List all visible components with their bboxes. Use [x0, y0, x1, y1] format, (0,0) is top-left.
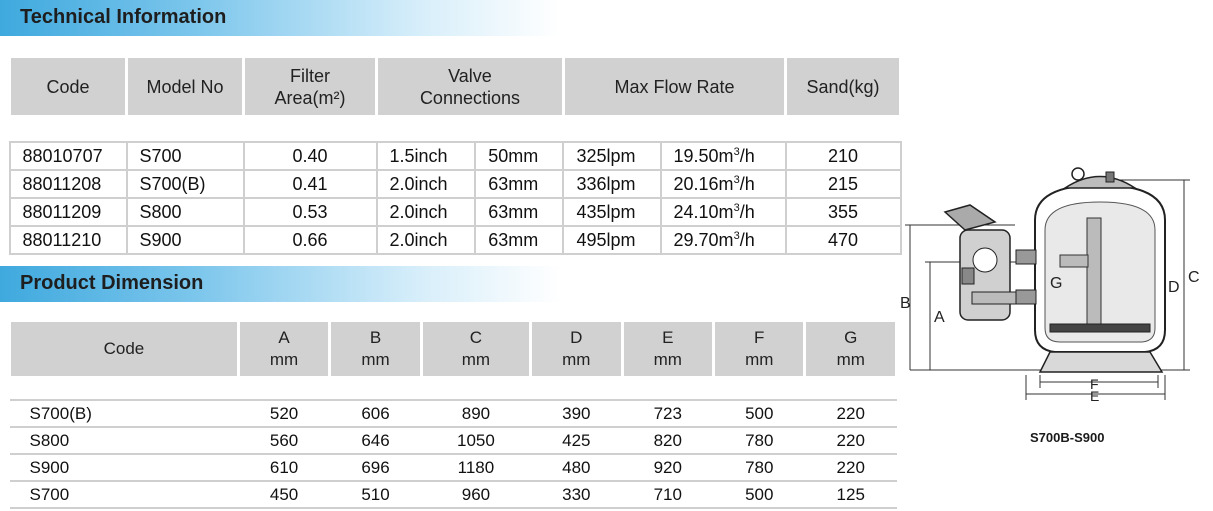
cell-filter-area: 0.40 [244, 142, 377, 170]
dimension-label-b: B [900, 295, 911, 312]
cell-valve-inch: 2.0inch [377, 198, 476, 226]
cell-sand: 210 [786, 142, 901, 170]
cell-valve-inch: 2.0inch [377, 226, 476, 254]
col-header-dim: D mm [531, 322, 622, 376]
table-row [10, 454, 897, 481]
cell-dimension: 220 [805, 400, 897, 427]
table-row [10, 142, 901, 170]
cell-dimension: 1180 [421, 454, 530, 481]
product-dimension-header [0, 266, 560, 302]
dimension-label-g: G [1050, 275, 1063, 292]
cell-sand: 215 [786, 170, 901, 198]
cell-dimension: 696 [330, 454, 421, 481]
header-line: Filter [290, 65, 330, 86]
cell-model: S800 [127, 198, 244, 226]
cell-filter-area: 0.53 [244, 198, 377, 226]
cell-flow-lpm: 435lpm [563, 198, 660, 226]
cell-dimension: 500 [714, 400, 805, 427]
col-header-dim: B mm [330, 322, 421, 376]
cell-dimension: 425 [531, 427, 622, 454]
section-title: Product Dimension [20, 272, 204, 294]
cell-dimension: 920 [622, 454, 713, 481]
table-row [10, 170, 901, 198]
col-header-filter-area [244, 58, 377, 115]
cell-dimension: 510 [330, 481, 421, 508]
dimension-label-e: E [1090, 388, 1100, 404]
cell-flow-lpm: 325lpm [563, 142, 660, 170]
product-dimension-table [8, 322, 898, 509]
cell-model: S700(B) [127, 170, 244, 198]
cell-dimension: 723 [622, 400, 713, 427]
col-header-dim: A mm [238, 322, 329, 376]
cell-valve-mm: 63mm [475, 198, 563, 226]
cell-code: 88011209 [10, 198, 127, 226]
dimension-label-f: F [1090, 376, 1099, 392]
cell-dimension: 220 [805, 454, 897, 481]
cell-valve-mm: 63mm [475, 170, 563, 198]
diagram-caption: S700B-S900 [1030, 430, 1105, 445]
cell-valve-inch: 2.0inch [377, 170, 476, 198]
cell-dimension: 780 [714, 427, 805, 454]
cell-dimension: 330 [531, 481, 622, 508]
table-header-row [10, 58, 901, 115]
cell-code: 88011210 [10, 226, 127, 254]
cell-valve-mm: 63mm [475, 226, 563, 254]
cell-flow-m3h: $19.50m^3/h$ [661, 142, 786, 170]
header-line: Valve [448, 65, 492, 86]
cell-flow-m3h: $29.70m^3/h$ [661, 226, 786, 254]
cell-dimension: 560 [238, 427, 329, 454]
cell-dimension: 646 [330, 427, 421, 454]
col-header-sand: Sand(kg) [786, 58, 901, 115]
col-header-dim: F mm [714, 322, 805, 376]
cell-dimension: 450 [238, 481, 329, 508]
cell-dimension: 820 [622, 427, 713, 454]
cell-code: 88011208 [10, 170, 127, 198]
dimension-label-a: A [934, 309, 945, 326]
section-title: Technical Information [20, 6, 227, 28]
col-header-flow: Max Flow Rate [563, 58, 785, 115]
cell-flow-lpm: 495lpm [563, 226, 660, 254]
cell-filter-area: 0.41 [244, 170, 377, 198]
cell-dimension: 520 [238, 400, 329, 427]
cell-dimension: 610 [238, 454, 329, 481]
cell-dimension: 606 [330, 400, 421, 427]
cell-valve-mm: 50mm [475, 142, 563, 170]
table-row [10, 400, 897, 427]
cell-dimension: 220 [805, 427, 897, 454]
cell-model: S700 [127, 142, 244, 170]
cell-model: S900 [127, 226, 244, 254]
dimension-label-c: C [1188, 269, 1200, 286]
col-header-valve [377, 58, 564, 115]
cell-dimension: 780 [714, 454, 805, 481]
cell-dimension: 480 [531, 454, 622, 481]
cell-code: S700 [10, 481, 239, 508]
cell-valve-inch: 1.5inch [377, 142, 476, 170]
cell-dimension: 1050 [421, 427, 530, 454]
cell-dimension: 390 [531, 400, 622, 427]
cell-flow-lpm: 336lpm [563, 170, 660, 198]
col-header-dim: C mm [421, 322, 530, 376]
dimension-label-d: D [1168, 279, 1180, 296]
table-row [10, 198, 901, 226]
cell-dimension: 890 [421, 400, 530, 427]
col-header-code: Code [10, 58, 127, 115]
table-row [10, 481, 897, 508]
cell-sand: 355 [786, 198, 901, 226]
col-header-dim: E mm [622, 322, 713, 376]
header-line: Area(m²) [274, 87, 346, 108]
sand-filter-diagram [900, 160, 1200, 410]
cell-dimension: 125 [805, 481, 897, 508]
col-header-dim: G mm [805, 322, 897, 376]
cell-dimension: 710 [622, 481, 713, 508]
table-row [10, 226, 901, 254]
col-header-model: Model No [127, 58, 244, 115]
technical-information-header [0, 0, 560, 36]
table-header-row [10, 322, 897, 376]
cell-dimension: 500 [714, 481, 805, 508]
cell-code: S900 [10, 454, 239, 481]
cell-flow-m3h: $20.16m^3/h$ [661, 170, 786, 198]
cell-flow-m3h: $24.10m^3/h$ [661, 198, 786, 226]
cell-code: S700(B) [10, 400, 239, 427]
header-line: Connections [419, 87, 521, 108]
table-row [10, 427, 897, 454]
cell-code: S800 [10, 427, 239, 454]
technical-info-table [8, 58, 902, 255]
cell-dimension: 960 [421, 481, 530, 508]
cell-sand: 470 [786, 226, 901, 254]
col-header-code: Code [10, 322, 239, 376]
cell-code: 88010707 [10, 142, 127, 170]
cell-filter-area: 0.66 [244, 226, 377, 254]
